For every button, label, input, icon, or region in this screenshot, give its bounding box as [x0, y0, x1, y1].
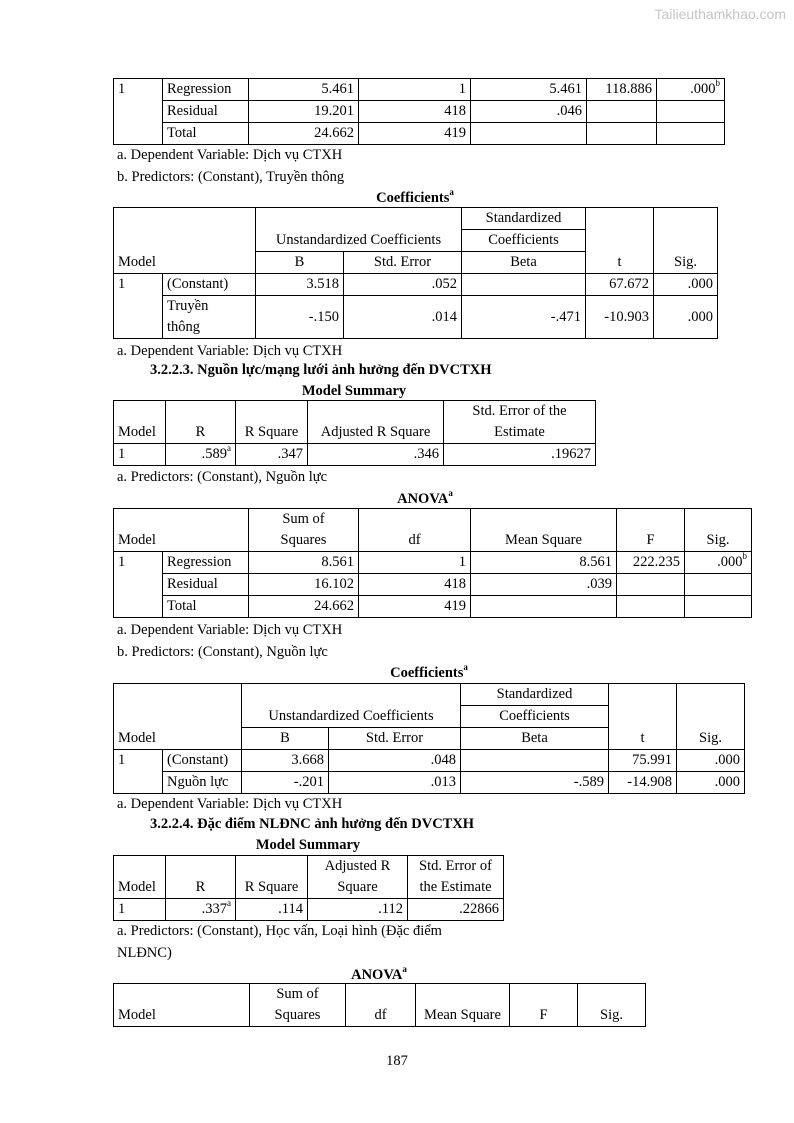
table-note: NLĐNC)	[117, 945, 172, 961]
sig-cell	[657, 101, 725, 123]
header-beta: Beta	[461, 728, 609, 750]
df-cell: 418	[359, 574, 471, 596]
table-note: a. Dependent Variable: Dịch vụ CTXH	[117, 343, 343, 359]
header-unstandardized: Unstandardized Coefficients	[256, 208, 462, 252]
table-note: a. Dependent Variable: Dịch vụ CTXH	[117, 622, 343, 638]
f-cell	[587, 123, 657, 145]
table-title: ANOVA$^a$	[397, 488, 453, 507]
table-row	[114, 123, 725, 145]
table-title: Coefficients$^a$	[376, 187, 454, 206]
table-title: Model Summary	[255, 837, 361, 853]
header-standardized: Standardized	[462, 208, 586, 230]
table-row	[114, 899, 504, 921]
header-beta: Beta	[462, 252, 586, 274]
header-df: df	[346, 984, 416, 1027]
sig-cell: .000	[654, 274, 718, 296]
std-error-cell: .22866	[408, 899, 504, 921]
f-cell: 222.235	[617, 552, 685, 574]
f-cell	[587, 101, 657, 123]
mean-square-cell	[471, 123, 587, 145]
df-cell: 419	[359, 123, 471, 145]
section-heading: 3.2.2.4. Đặc điểm NLĐNC ảnh hưởng đến DVCTXH	[150, 816, 475, 832]
table-note: a. Dependent Variable: Dịch vụ CTXH	[117, 147, 343, 163]
sum-squares-cell: 16.102	[249, 574, 359, 596]
table-note: a. Predictors: (Constant), Nguồn lực	[117, 469, 328, 485]
header-model	[114, 208, 256, 252]
header-b: B	[242, 728, 329, 750]
row-label: Truyền thông	[163, 296, 256, 339]
model-cell: 1	[114, 444, 166, 466]
df-cell: 1	[359, 552, 471, 574]
r-cell: .589$^a$	[166, 444, 236, 466]
b-cell: -.201	[242, 772, 329, 794]
header-row	[114, 984, 646, 1027]
header-row	[114, 728, 745, 750]
header-blank	[654, 208, 718, 252]
header-row	[114, 252, 718, 274]
table-title: Model Summary	[301, 383, 407, 399]
coefficients-table-2	[113, 683, 745, 794]
header-row	[114, 208, 718, 230]
table-title: ANOVA$^a$	[351, 964, 407, 983]
t-cell: 75.991	[609, 750, 677, 772]
table-note: a. Dependent Variable: Dịch vụ CTXH	[117, 796, 343, 812]
std-error-cell: .052	[344, 274, 462, 296]
header-mean-square: Mean Square	[416, 984, 510, 1027]
row-label: Residual	[163, 101, 249, 123]
row-label: Nguồn lực	[163, 772, 242, 794]
table-row	[114, 444, 596, 466]
std-error-cell: .048	[329, 750, 461, 772]
header-std-error-estimate: Std. Error of the Estimate	[408, 856, 504, 899]
model-cell: 1	[114, 79, 163, 145]
table-row	[114, 596, 752, 618]
header-model: Model	[114, 984, 250, 1027]
f-cell	[617, 596, 685, 618]
mean-square-cell: .046	[471, 101, 587, 123]
df-cell: 418	[359, 101, 471, 123]
header-row	[114, 856, 504, 899]
header-blank	[586, 208, 654, 252]
table-row	[114, 296, 718, 339]
anova-table-2	[113, 508, 752, 618]
table-row	[114, 274, 718, 296]
sum-squares-cell: 5.461	[249, 79, 359, 101]
df-cell: 419	[359, 596, 471, 618]
std-error-cell: .19627	[444, 444, 596, 466]
table-row	[114, 574, 752, 596]
page-number: 187	[386, 1053, 408, 1069]
t-cell: -14.908	[609, 772, 677, 794]
header-std-error: Std. Error	[344, 252, 462, 274]
sig-cell: .000	[677, 772, 745, 794]
row-label: (Constant)	[163, 750, 242, 772]
header-model: Model	[114, 401, 166, 444]
table-note: b. Predictors: (Constant), Truyền thông	[117, 169, 345, 185]
sum-squares-cell: 8.561	[249, 552, 359, 574]
r-cell: .337$^a$	[166, 899, 236, 921]
header-t: t	[609, 728, 677, 750]
model-cell: 1	[114, 552, 163, 618]
std-error-cell: .013	[329, 772, 461, 794]
table-row	[114, 101, 725, 123]
header-sig: Sig.	[654, 252, 718, 274]
header-sig: Sig.	[677, 728, 745, 750]
adjusted-r-square-cell: .346	[308, 444, 444, 466]
table-title: Coefficients$^a$	[390, 662, 468, 681]
header-row	[114, 684, 745, 706]
row-label: Total	[163, 123, 249, 145]
sig-cell: .000	[654, 296, 718, 339]
table-row	[114, 552, 752, 574]
sig-cell: .000$^b$	[657, 79, 725, 101]
adjusted-r-square-cell: .112	[308, 899, 408, 921]
header-model-label: Model	[114, 728, 242, 750]
mean-square-cell: 8.561	[471, 552, 617, 574]
header-sig: Sig.	[685, 509, 752, 552]
b-cell: -.150	[256, 296, 344, 339]
header-adjusted-r-square: Adjusted R Square	[308, 401, 444, 444]
b-cell: 3.518	[256, 274, 344, 296]
mean-square-cell	[471, 596, 617, 618]
header-row	[114, 401, 596, 444]
header-coefficients: Coefficients	[461, 706, 609, 728]
header-std-error: Std. Error	[329, 728, 461, 750]
anova-table-1	[113, 78, 725, 145]
model-summary-table-2	[113, 855, 504, 921]
header-t: t	[586, 252, 654, 274]
header-std-error-estimate: Std. Error of the Estimate	[444, 401, 596, 444]
header-mean-square: Mean Square	[471, 509, 617, 552]
df-cell: 1	[359, 79, 471, 101]
r-square-cell: .347	[236, 444, 308, 466]
header-model: Model	[114, 509, 249, 552]
table-note: b. Predictors: (Constant), Nguồn lực	[117, 644, 328, 660]
coefficients-table-1	[113, 207, 718, 339]
beta-cell: -.589	[461, 772, 609, 794]
header-coefficients: Coefficients	[462, 230, 586, 252]
row-label: Total	[163, 596, 249, 618]
beta-cell	[461, 750, 609, 772]
header-model-label: Model	[114, 252, 256, 274]
table-note: a. Predictors: (Constant), Học vấn, Loại hình (Đặc điểm	[117, 923, 442, 939]
header-model: Model	[114, 856, 166, 899]
std-error-cell: .014	[344, 296, 462, 339]
b-cell: 3.668	[242, 750, 329, 772]
section-heading: 3.2.2.3. Nguồn lực/mạng lưới ảnh hưởng đến DVCTXH	[150, 362, 492, 378]
mean-square-cell: .039	[471, 574, 617, 596]
table-row	[114, 750, 745, 772]
model-cell: 1	[114, 750, 163, 794]
sig-cell	[685, 596, 752, 618]
row-label: Regression	[163, 79, 249, 101]
beta-cell	[462, 274, 586, 296]
sum-squares-cell: 19.201	[249, 101, 359, 123]
header-f: F	[510, 984, 578, 1027]
header-blank	[677, 684, 745, 728]
header-df: df	[359, 509, 471, 552]
sig-cell: .000	[677, 750, 745, 772]
header-b: B	[256, 252, 344, 274]
header-row	[114, 509, 752, 552]
f-cell: 118.886	[587, 79, 657, 101]
sig-cell: .000$^b$	[685, 552, 752, 574]
header-model	[114, 684, 242, 728]
t-cell: 67.672	[586, 274, 654, 296]
header-sum-squares: Sum of Squares	[250, 984, 346, 1027]
header-f: F	[617, 509, 685, 552]
r-square-cell: .114	[236, 899, 308, 921]
t-cell: -10.903	[586, 296, 654, 339]
table-row	[114, 79, 725, 101]
sum-squares-cell: 24.662	[249, 123, 359, 145]
model-cell: 1	[114, 274, 163, 339]
model-cell: 1	[114, 899, 166, 921]
model-summary-table-1	[113, 400, 596, 466]
sum-squares-cell: 24.662	[249, 596, 359, 618]
table-row	[114, 772, 745, 794]
beta-cell: -.471	[462, 296, 586, 339]
watermark: Tailieuthamkhao.com	[654, 6, 786, 22]
row-label: Regression	[163, 552, 249, 574]
row-label: Residual	[163, 574, 249, 596]
header-r: R	[166, 401, 236, 444]
anova-table-3	[113, 983, 646, 1027]
sig-cell	[657, 123, 725, 145]
header-unstandardized: Unstandardized Coefficients	[242, 684, 461, 728]
header-sum-squares: Sum of Squares	[249, 509, 359, 552]
header-standardized: Standardized	[461, 684, 609, 706]
header-r: R	[166, 856, 236, 899]
mean-square-cell: 5.461	[471, 79, 587, 101]
header-sig: Sig.	[578, 984, 646, 1027]
header-blank	[609, 684, 677, 728]
header-r-square: R Square	[236, 401, 308, 444]
header-adjusted-r-square: Adjusted R Square	[308, 856, 408, 899]
row-label: (Constant)	[163, 274, 256, 296]
f-cell	[617, 574, 685, 596]
sig-cell	[685, 574, 752, 596]
header-r-square: R Square	[236, 856, 308, 899]
